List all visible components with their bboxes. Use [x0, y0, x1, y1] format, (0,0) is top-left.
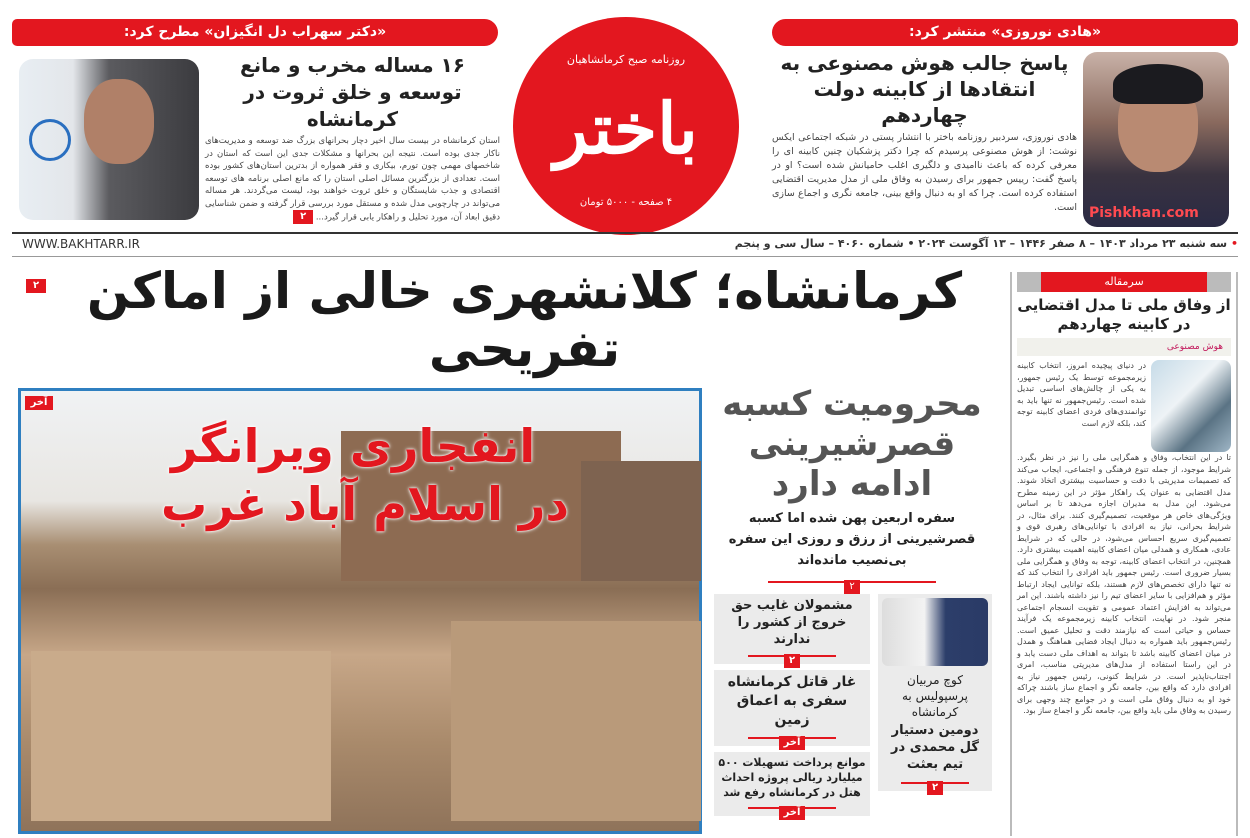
news-box-title: غار قاتل کرمانشاه سفری به اعماق زمین — [727, 674, 857, 728]
middle-divider — [712, 574, 992, 592]
photo-headline-1: انفجاری ویرانگر — [171, 419, 536, 473]
editorial-body: تا در این انتخاب، وفاق و همگرایی ملی را نیز در نظر بگیرد. شرایط موجود، از جمله تنوع فرهنگی و اجتماعی، ایجاب می‌کند که تصمیمات مدیریتی با دقت و حساسیت بیشتری اتخاذ شوند. مدل اقتضایی به عنوان یک راهکار مؤثر در این زمینه مطرح می‌شود. این مدل به مدیران اجازه می‌دهد تا بر اساس ویژگی‌های خاص هر موقعیت، تصمیم‌گیری کنند. برای مثال، در شرایط بحرانی، نیاز به افرادی با توانایی‌های رهبری قوی و تصمیم‌گیری سریع احساس می‌شود، در حالی که در شرایط عادی، همکاری و همدلی میان اعضای کابینه اهمیت بیشتری دارد. همچنین، در انتخاب اعضای کابینه، توجه به وفاق و همگرایی ملی بسیار ضروری است. رئیس جمهور باید افرادی را انتخاب کند که نه تنها دارای تخصص‌های لازم هستند، بلکه توانایی ایجاد ارتباط مؤثر و هم‌افزایی با سایر اعضای تیم را نیز داشته باشند. این امر می‌تواند به افزایش اعتماد عمومی و تقویت انسجام اجتماعی منجر شود. در نهایت، انتخاب کابینه زیرمجموعه یک فرآیند حساس و حیاتی است که نیازمند دقت و تحلیل عمیق است. رئیس‌جمهور باید همواره به دنبال ایجاد فضایی هماهنگ و همدل در میان اعضای کابینه باشد تا بتواند به اهداف ملی دست یابد و در این راستا استفاده از مدل‌های مدیریتی مناسب، امری اجتناب‌ناپذیر است. در شرایط کنونی، رئیس جمهور نیاز به افرادی دارد که واقع بین، جامعه نگر و اجماع ساز باشند چراکه خود او به دنبال وفاق ملی است و در جوامع چند وجهی برای رسیدن به وفاق ملی باید واقع بین، جامعه نگر و اجماع ساز بود. — [1017, 453, 1231, 715]
divider — [12, 256, 1238, 257]
divider — [12, 232, 1238, 234]
top-right-story — [772, 50, 1077, 215]
editorial-column — [1010, 272, 1238, 836]
news-box-page[interactable]: آخر — [779, 736, 806, 750]
main-page-ref[interactable]: ۲ — [26, 279, 46, 293]
hadi-nowrouzi-photo — [1083, 52, 1229, 227]
news-box-title: مشمولان غایب حق خروج از کشور را ندارند — [731, 598, 853, 647]
top-left-body-wrap — [205, 135, 500, 224]
main-photo[interactable] — [18, 388, 702, 834]
middle-boxes — [714, 594, 870, 816]
news-box-page[interactable]: ۲ — [784, 654, 800, 668]
editorial-text — [1017, 360, 1231, 717]
sohrab-delangizan-photo — [19, 59, 199, 220]
top-right-body: هادی نوروزی، سردبیر روزنامه باختر با انتشار پستی در شبکه اجتماعی ایکس نوشت: از هوش مصنوعی پرسیدم که چرا دکتر پزشکیان چنین کابینه ای را معرفی کرده که باعث ناامیدی و دلگیری اغلب حامیانش شده است؟ او در پاسخ گفت: رییس جمهور برای رسیدن به وفاق ملی از مدل مدیریت اقتضایی استفاده کرده است. چرا که او به دنبال واقع بینی، جامعه نگری و اجماع سازی است. — [772, 132, 1077, 213]
top-right-headline[interactable]: پاسخ جالب هوش مصنوعی به انتقادها از کابینه دولت چهاردهم — [780, 51, 1069, 127]
editorial-intro: در دنیای پیچیده امروز، انتخاب کابینه زیرمجموعه توسط یک رئیس جمهور، به یکی از چالش‌های اساسی تبدیل شده است. رئیس‌جمهور نه تنها باید به توانمندی‌های فردی اعضای کابینه توجه کند، بلکه لازم است — [1017, 361, 1146, 428]
price: ۴ صفحه - ۵۰۰۰ تومان — [579, 197, 673, 208]
watermark: Pishkhan.com — [1089, 205, 1199, 221]
top-left-kicker: «دکتر سهراب دل انگیزان» مطرح کرد: — [12, 19, 498, 46]
top-right-kicker: «هادی نوروزی» منتشر کرد: — [772, 19, 1238, 46]
dateline: • سه شنبه ۲۳ مرداد ۱۴۰۳ – ۸ صفر ۱۴۴۶ – ۱۳ آگوست ۲۰۲۴ • شماره ۴۰۶۰ – سال سی و پنجم — [734, 237, 1238, 250]
news-box[interactable] — [714, 670, 870, 746]
editorial-label-bar — [1017, 272, 1231, 292]
page-ref[interactable]: ۲ — [293, 210, 313, 224]
coaches-photo — [882, 598, 988, 666]
middle-subheadline: سفره اربعین پهن شده اما کسبه قصرشیرینی از رزق و روزی این سفره بی‌نصیب مانده‌اند — [728, 511, 976, 568]
photo-page-ref[interactable]: آخر — [25, 396, 53, 410]
top-left-body: استان کرمانشاه در بیست سال اخیر دچار بحرانهای بزرگ ضد توسعه و مدیریت‌های ناکار جدی بوده است. نتیجه این بحرانها و مشکلات جدی این است که استان در شاخصهای مهمی چون تورم، بیکاری و فقر همواره از بدترین استان‌های کشور بوده است. تعدادی از بزرگترین مسائل اصلی استان را که مانع اصلی برنامه های توسعه اقتصادی و جذب شایستگان و خلق ثروت خواهند بود، لیست می‌گردند. هر مساله می‌تواند در چارچوبی مدل شده و مستقل مورد بررسی قرار گرفته و ضمن شناسایی دقیق ابعاد آن، مورد تحلیل و راهکار یابی قرار گیرد... — [205, 136, 500, 223]
news-box[interactable] — [714, 594, 870, 664]
logo-subtitle: روزنامه صبح کرمانشاهیان — [566, 53, 686, 66]
top-left-headline[interactable]: ۱۶ مساله مخرب و مانع توسعه و خلق ثروت در کرمانشاه — [240, 53, 465, 131]
dateline-text: سه شنبه ۲۳ مرداد ۱۴۰۳ – ۸ صفر ۱۴۴۶ – ۱۳ آگوست ۲۰۲۴ • شماره ۴۰۶۰ – سال سی و پنجم — [734, 237, 1228, 250]
sport-box[interactable] — [878, 594, 992, 791]
middle-lead — [712, 384, 992, 592]
middle-page-ref[interactable]: ۲ — [844, 580, 859, 594]
news-box[interactable] — [714, 752, 870, 816]
top-left-story — [205, 52, 500, 224]
editorial-label: سرمقاله — [1041, 272, 1207, 292]
photo-headline-2: در اسلام آباد غرب — [161, 477, 569, 531]
website[interactable]: WWW.BAKHTARR.IR — [22, 237, 140, 251]
ai-robot-photo — [1151, 360, 1231, 452]
middle-headline[interactable]: محرومیت کسبه قصرشیرینی ادامه دارد — [722, 384, 982, 504]
sport-light-title: کوچ مربیان پرسپولیس به کرمانشاه — [902, 673, 968, 719]
sport-page[interactable]: ۲ — [927, 781, 943, 795]
news-box-title: موانع پرداخت تسهیلات ۵۰۰ میلیارد ریالی پروژه احداث هتل در کرمانشاه رفع شد — [718, 756, 866, 799]
editorial-author: هوش مصنوعی — [1017, 338, 1231, 356]
sport-bold-title: دومین دستیار گل محمدی در تیم بعثت — [891, 723, 979, 772]
logo-text: باختر — [554, 87, 698, 170]
news-box-page[interactable]: آخر — [779, 806, 806, 820]
editorial-headline[interactable]: از وفاق ملی تا مدل اقتضایی در کابینه چهاردهم — [1017, 296, 1231, 333]
bakhtar-logo[interactable] — [513, 17, 739, 235]
main-headline[interactable]: کرمانشاه؛ کلانشهری خالی از اماکن تفریحی — [86, 262, 963, 378]
